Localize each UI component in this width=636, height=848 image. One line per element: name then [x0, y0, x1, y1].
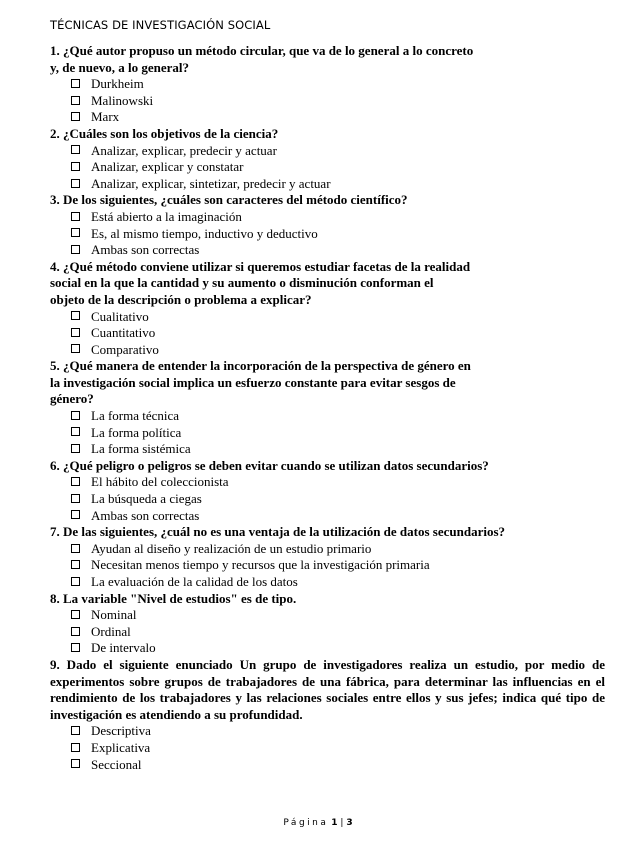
- options-list: [50, 76, 605, 126]
- question-block-8: [50, 591, 605, 657]
- option-item[interactable]: Ambas son correctas: [71, 508, 605, 525]
- checkbox-icon[interactable]: [71, 162, 80, 171]
- question-block-4: [50, 259, 605, 359]
- options-list: [50, 209, 605, 259]
- checkbox-icon[interactable]: [71, 79, 80, 88]
- option-item[interactable]: Seccional: [71, 757, 605, 774]
- question-block-2: [50, 126, 605, 192]
- option-item[interactable]: Explicativa: [71, 740, 605, 757]
- question-text: 4. ¿Qué método conviene utilizar si queremos estudiar facetas de la realidad social en la que la cantidad y su aumento o disminución conforman el objeto de la descripción o problema a explicar?: [50, 258, 471, 307]
- option-item[interactable]: La forma técnica: [71, 408, 605, 425]
- question-block-1: [50, 43, 605, 126]
- question-block-6: [50, 458, 605, 524]
- checkbox-icon[interactable]: [71, 510, 80, 519]
- option-item[interactable]: Ambas son correctas: [71, 242, 605, 259]
- checkbox-icon[interactable]: [71, 179, 80, 188]
- options-list: [50, 408, 605, 458]
- checkbox-icon[interactable]: [71, 245, 80, 254]
- checkbox-icon[interactable]: [71, 328, 80, 337]
- options-list: [50, 474, 605, 524]
- option-item[interactable]: Ordinal: [71, 624, 605, 641]
- checkbox-icon[interactable]: [71, 610, 80, 619]
- question-block-5: [50, 358, 605, 458]
- option-item[interactable]: El hábito del coleccionista: [71, 474, 605, 491]
- total-pages-number: 3: [346, 818, 353, 828]
- question-text: 8. La variable "Nivel de estudios" es de tipo.: [50, 590, 297, 606]
- option-item[interactable]: La forma sistémica: [71, 441, 605, 458]
- option-item[interactable]: La búsqueda a ciegas: [71, 491, 605, 508]
- option-item[interactable]: Analizar, explicar, predecir y actuar: [71, 143, 605, 160]
- options-list: [50, 143, 605, 193]
- option-item[interactable]: De intervalo: [71, 640, 605, 657]
- option-item[interactable]: Es, al mismo tiempo, inductivo y deductivo: [71, 226, 605, 243]
- option-item[interactable]: Necesitan menos tiempo y recursos que la investigación primaria: [71, 557, 605, 574]
- option-item[interactable]: Ayudan al diseño y realización de un estudio primario: [71, 541, 605, 558]
- option-item[interactable]: Comparativo: [71, 342, 605, 359]
- question-text: 1. ¿Qué autor propuso un método circular, que va de lo general a lo concreto y, de nuevo, a lo general?: [50, 43, 474, 75]
- options-list: [50, 541, 605, 591]
- checkbox-icon[interactable]: [71, 477, 80, 486]
- question-block-7: [50, 524, 605, 590]
- current-page-number: 1: [331, 818, 338, 828]
- document-header: TÉCNICAS DE INVESTIGACIÓN SOCIAL: [50, 18, 271, 32]
- checkbox-icon[interactable]: [71, 577, 80, 586]
- question-text: 2. ¿Cuáles son los objetivos de la ciencia?: [50, 125, 279, 141]
- options-list: [50, 723, 605, 773]
- option-item[interactable]: La forma política: [71, 425, 605, 442]
- option-item[interactable]: La evaluación de la calidad de los datos: [71, 574, 605, 591]
- option-item[interactable]: Analizar, explicar, sintetizar, predecir y actuar: [71, 176, 605, 193]
- question-block-9: [50, 657, 605, 773]
- question-text: 9. Dado el siguiente enunciado Un grupo de investigadores realiza un estudio, por medio de experimentos sobre grupos de trabajadores de una fábrica, para determinar las influencias en el rendimiento de los trabajadores y las relaciones sociales entre ellos y sus jefes; indica qué tipo de investigación es atendiendo a su profundidad.: [50, 656, 605, 722]
- option-item[interactable]: Durkheim: [71, 76, 605, 93]
- checkbox-icon[interactable]: [71, 344, 80, 353]
- question-block-3: [50, 192, 605, 258]
- option-item[interactable]: Cualitativo: [71, 309, 605, 326]
- checkbox-icon[interactable]: [71, 228, 80, 237]
- checkbox-icon[interactable]: [71, 560, 80, 569]
- checkbox-icon[interactable]: [71, 145, 80, 154]
- question-text: 3. De los siguientes, ¿cuáles son caracteres del método científico?: [50, 192, 408, 208]
- question-text: 6. ¿Qué peligro o peligros se deben evitar cuando se utilizan datos secundarios?: [50, 457, 489, 473]
- questionnaire: [50, 43, 605, 773]
- checkbox-icon[interactable]: [71, 544, 80, 553]
- checkbox-icon[interactable]: [71, 112, 80, 121]
- checkbox-icon[interactable]: [71, 311, 80, 320]
- page-footer: [0, 818, 636, 828]
- option-item[interactable]: Descriptiva: [71, 723, 605, 740]
- page-word: Página: [283, 818, 329, 828]
- option-item[interactable]: Nominal: [71, 607, 605, 624]
- checkbox-icon[interactable]: [71, 212, 80, 221]
- option-item[interactable]: Analizar, explicar y constatar: [71, 159, 605, 176]
- checkbox-icon[interactable]: [71, 759, 80, 768]
- options-list: [50, 309, 605, 359]
- checkbox-icon[interactable]: [71, 96, 80, 105]
- checkbox-icon[interactable]: [71, 643, 80, 652]
- checkbox-icon[interactable]: [71, 427, 80, 436]
- question-text: 7. De las siguientes, ¿cuál no es una ventaja de la utilización de datos secundarios?: [50, 524, 506, 540]
- question-text: 5. ¿Qué manera de entender la incorporación de la perspectiva de género en la investigación social implica un esfuerzo constante para evitar sesgos de género?: [50, 358, 471, 407]
- checkbox-icon[interactable]: [71, 444, 80, 453]
- option-item[interactable]: Cuantitativo: [71, 325, 605, 342]
- checkbox-icon[interactable]: [71, 726, 80, 735]
- page-separator: |: [340, 818, 344, 828]
- option-item[interactable]: Malinowski: [71, 93, 605, 110]
- checkbox-icon[interactable]: [71, 411, 80, 420]
- checkbox-icon[interactable]: [71, 494, 80, 503]
- option-item[interactable]: Marx: [71, 109, 605, 126]
- checkbox-icon[interactable]: [71, 627, 80, 636]
- options-list: [50, 607, 605, 657]
- checkbox-icon[interactable]: [71, 743, 80, 752]
- option-item[interactable]: Está abierto a la imaginación: [71, 209, 605, 226]
